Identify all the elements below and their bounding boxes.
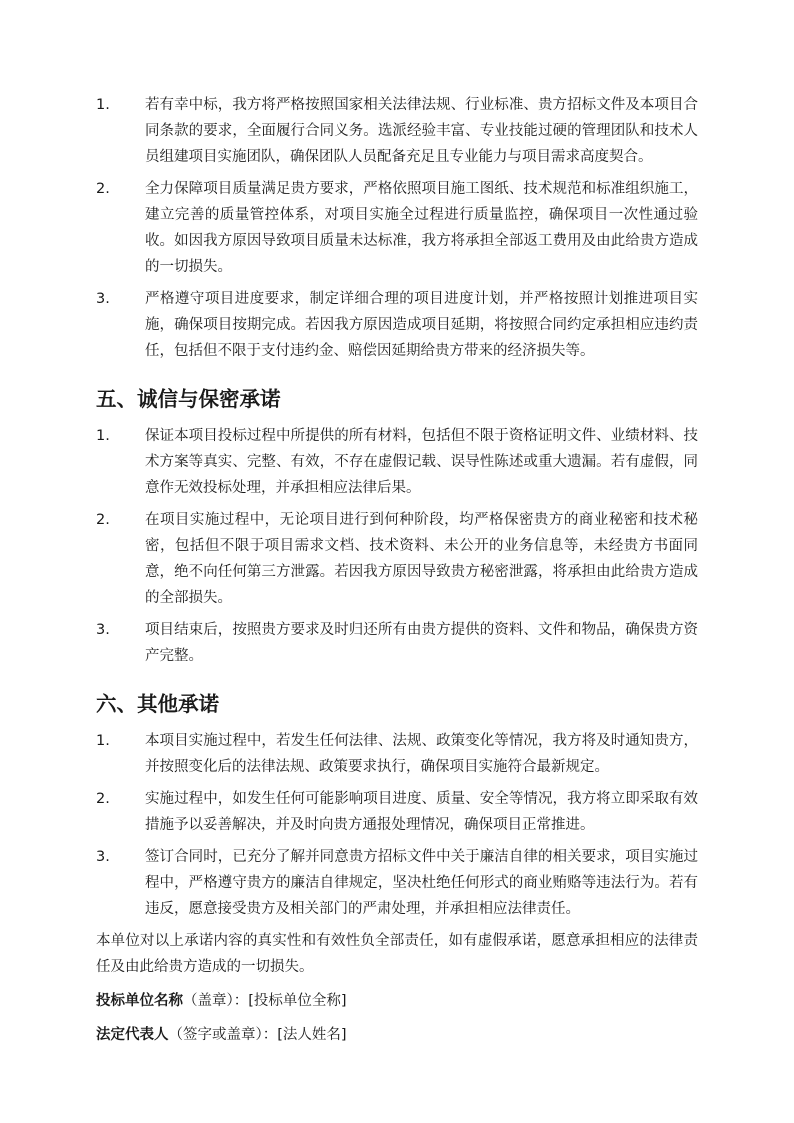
- list-text: 在项目实施过程中，无论项目进行到何种阶段，均严格保密贵方的商业秘密和技术秘密，包括但不限于项目需求文档、技术资料、未公开的业务信息等，未经贵方书面同意，绝不向任何第三方泄露。若因我方原因导致贵方秘密泄露，将承担由此给贵方造成的全部损失。: [145, 512, 698, 606]
- list-item: [96, 728, 698, 780]
- representative-label: 法定代表人: [96, 1027, 169, 1043]
- representative-note: （签字或盖章）：: [168, 1027, 278, 1043]
- list-text: 实施过程中，如发生任何可能影响项目进度、质量、安全等情况，我方将立即采取有效措施予以妥善解决，并及时向贵方通报处理情况，确保项目正常推进。: [145, 791, 698, 833]
- list-item: [96, 92, 698, 170]
- bidder-note: （盖章）：: [183, 993, 249, 1009]
- list-item: [96, 617, 698, 669]
- representative-signature-line: [96, 1022, 698, 1048]
- bidder-label: 投标单位名称: [96, 993, 183, 1009]
- list-number: 2.: [96, 512, 110, 528]
- list-text: 项目结束后，按照贵方要求及时归还所有由贵方提供的资料、文件和物品，确保贵方资产完整。: [145, 622, 698, 664]
- list-text: 本项目实施过程中，若发生任何法律、法规、政策变化等情况，我方将及时通知贵方，并按照变化后的法律法规、政策要求执行，确保项目实施符合最新规定。: [145, 733, 698, 775]
- list-number: 1.: [96, 428, 110, 444]
- closing-statement: 本单位对以上承诺内容的真实性和有效性负全部责任，如有虚假承诺，愿意承担相应的法律责任及由此给贵方造成的一切损失。: [96, 933, 698, 975]
- list-item: [96, 507, 698, 611]
- list-text: 严格遵守项目进度要求，制定详细合理的项目进度计划，并严格按照计划推进项目实施，确保项目按期完成。若因我方原因造成项目延期，将按照合同约定承担相应违约责任，包括但不限于支付违约金、赔偿因延期给贵方带来的经济损失等。: [145, 291, 698, 359]
- list-number: 2.: [96, 181, 110, 197]
- section6-heading: 六、其他承诺: [96, 692, 219, 716]
- list-item: [96, 423, 698, 501]
- list-item: [96, 286, 698, 364]
- list-number: 3.: [96, 622, 110, 638]
- list-number: 3.: [96, 849, 110, 865]
- list-text: 签订合同时，已充分了解并同意贵方招标文件中关于廉洁自律的相关要求，项目实施过程中，严格遵守贵方的廉洁自律规定，坚决杜绝任何形式的商业贿赂等违法行为。若有违反，愿意接受贵方及相关部门的严肃处理，并承担相应法律责任。: [145, 849, 698, 917]
- bidder-value: [投标单位全称]: [248, 993, 347, 1009]
- list-number: 2.: [96, 791, 110, 807]
- list-number: 1.: [96, 97, 110, 113]
- section6-list: [96, 728, 698, 922]
- representative-value: [法人姓名]: [277, 1027, 347, 1043]
- list-number: 1.: [96, 733, 110, 749]
- section4-list: [96, 92, 698, 364]
- list-text: 全力保障项目质量满足贵方要求，严格依照项目施工图纸、技术规范和标准组织施工，建立完善的质量管控体系，对项目实施全过程进行质量监控，确保项目一次性通过验收。如因我方原因导致项目质量未达标准，我方将承担全部返工费用及由此给贵方造成的一切损失。: [145, 181, 698, 275]
- list-item: [96, 844, 698, 922]
- bidder-signature-line: [96, 988, 698, 1014]
- list-text: 保证本项目投标过程中所提供的所有材料，包括但不限于资格证明文件、业绩材料、技术方案等真实、完整、有效，不存在虚假记载、误导性陈述或重大遗漏。若有虚假，同意作无效投标处理，并承担相应法律后果。: [145, 428, 698, 496]
- list-number: 3.: [96, 291, 110, 307]
- section5-heading: 五、诚信与保密承诺: [96, 387, 281, 411]
- list-item: [96, 176, 698, 280]
- section5-list: [96, 423, 698, 669]
- list-item: [96, 786, 698, 838]
- list-text: 若有幸中标，我方将严格按照国家相关法律法规、行业标准、贵方招标文件及本项目合同条款的要求，全面履行合同义务。选派经验丰富、专业技能过硬的管理团队和技术人员组建项目实施团队，确保团队人员配备充足且专业能力与项目需求高度契合。: [145, 97, 698, 165]
